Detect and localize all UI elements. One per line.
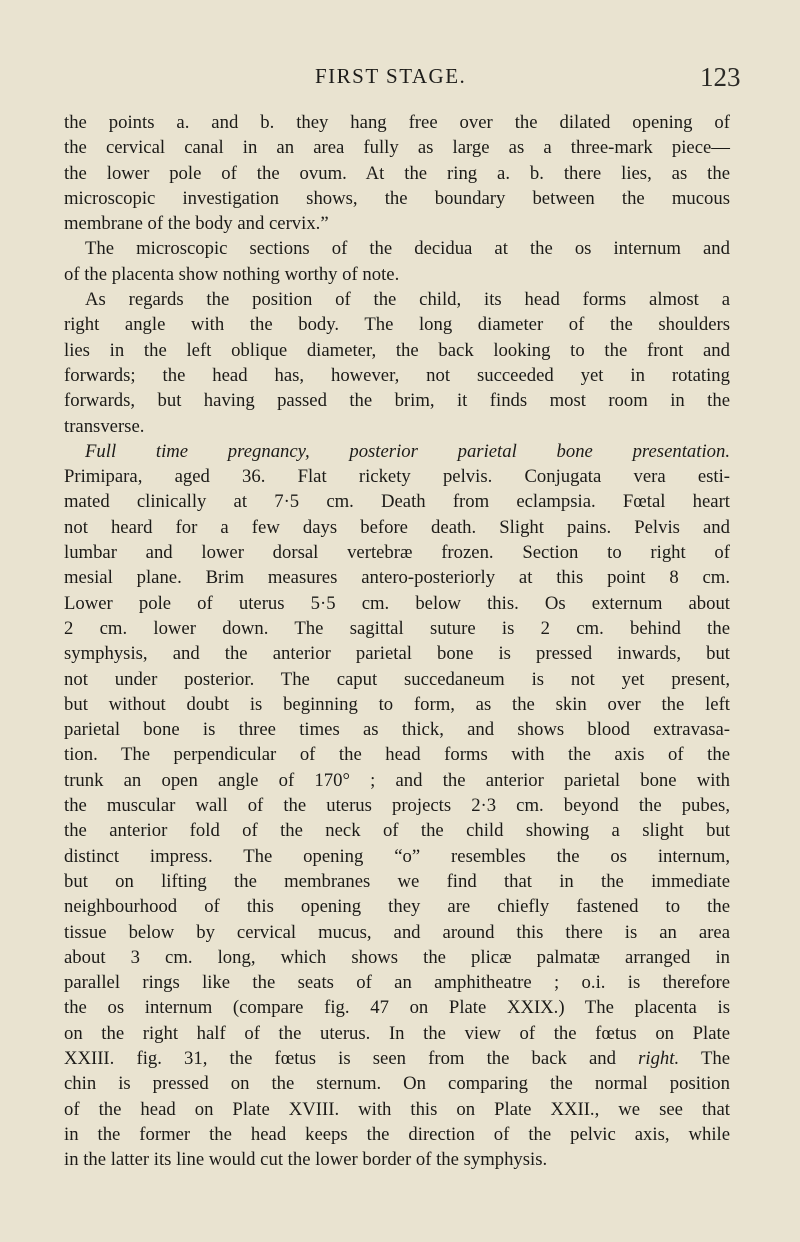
line-text: transverse. xyxy=(64,415,145,437)
text-line xyxy=(64,945,730,970)
line-text: the lower pole of the ovum. At the ring a. b. there lies, as the xyxy=(64,162,730,184)
text-line xyxy=(64,768,730,793)
line-text: tissue below by cervical mucus, and around this there is an area xyxy=(64,921,730,943)
text-line xyxy=(64,110,730,135)
line-text: of the placenta show nothing worthy of note. xyxy=(64,263,400,285)
line-text: neighbourhood of this opening they are chiefly fastened to the xyxy=(64,896,730,918)
text-line xyxy=(64,869,730,894)
line-text: right angle with the body. The long diameter of the shoulders xyxy=(64,314,730,336)
line-text: As regards the position of the child, its head forms almost a xyxy=(85,289,730,311)
text-line xyxy=(64,1122,730,1147)
line-text: not under posterior. The caput succedaneum is not yet present, xyxy=(64,668,730,690)
line-text: but without doubt is beginning to form, as the skin over the left xyxy=(64,693,730,715)
text-line xyxy=(64,616,730,641)
line-text: the os internum (compare fig. 47 on Plate XXIX.) The placenta is xyxy=(64,997,730,1019)
line-text: tion. The perpendicular of the head forms with the axis of the xyxy=(64,744,730,766)
line-text: forwards, but having passed the brim, it finds most room in the xyxy=(64,390,730,412)
text-line xyxy=(64,667,730,692)
line-text: chin is pressed on the sternum. On comparing the normal position xyxy=(64,1073,730,1095)
text-line xyxy=(64,363,730,388)
line-text: about 3 cm. long, which shows the plicæ palmatæ arranged in xyxy=(64,946,730,968)
line-text: mated clinically at 7·5 cm. Death from eclampsia. Fœtal heart xyxy=(64,491,730,513)
page-number: 123 xyxy=(700,62,741,92)
line-text-tail: The xyxy=(679,1047,730,1069)
line-text: in the former the head keeps the direction of the pelvic axis, while xyxy=(64,1123,730,1145)
text-line xyxy=(64,894,730,919)
text-line xyxy=(64,287,730,312)
line-text: the anterior fold of the neck of the child showing a slight but xyxy=(64,820,730,842)
line-text: distinct impress. The opening “o” resembles the os internum, xyxy=(64,845,730,867)
text-line xyxy=(64,439,730,464)
line-text: mesial plane. Brim measures antero-posteriorly at this point 8 cm. xyxy=(64,567,730,589)
line-text: on the right half of the uterus. In the view of the fœtus on Plate xyxy=(64,1022,730,1044)
text-line xyxy=(64,338,730,363)
body-text xyxy=(64,110,730,1172)
running-header xyxy=(0,62,800,98)
line-text: the muscular wall of the uterus projects 2·3 cm. beyond the pubes, xyxy=(64,795,730,817)
text-line xyxy=(64,1021,730,1046)
text-line xyxy=(64,262,730,287)
text-line xyxy=(64,591,730,616)
text-line xyxy=(64,186,730,211)
text-line xyxy=(64,540,730,565)
text-line xyxy=(64,236,730,261)
line-text: symphysis, and the anterior parietal bone is pressed inwards, but xyxy=(64,643,730,665)
text-line xyxy=(64,1147,730,1172)
text-line xyxy=(64,388,730,413)
line-text: trunk an open angle of 170° ; and the anterior parietal bone with xyxy=(64,769,730,791)
line-text: microscopic investigation shows, the boundary between the mucous xyxy=(64,187,730,209)
italic-word: right. xyxy=(638,1047,680,1069)
text-line xyxy=(64,692,730,717)
text-line xyxy=(64,161,730,186)
line-text: 2 cm. lower down. The sagittal suture is 2 cm. behind the xyxy=(64,617,730,639)
text-line xyxy=(64,818,730,843)
line-text: Lower pole of uterus 5·5 cm. below this. Os externum about xyxy=(64,592,730,614)
italic-heading: Full time pregnancy, posterior parietal bone presentation. xyxy=(85,440,730,462)
line-text: lies in the left oblique diameter, the back looking to the front and xyxy=(64,339,730,361)
line-text: Primipara, aged 36. Flat rickety pelvis. Conjugata vera esti- xyxy=(64,466,730,488)
line-text: the cervical canal in an area fully as large as a three-mark piece— xyxy=(64,137,730,159)
text-line xyxy=(64,1071,730,1096)
text-line xyxy=(64,1046,730,1071)
line-text: parietal bone is three times as thick, and shows blood extravasa- xyxy=(64,719,730,741)
line-text: but on lifting the membranes we find that in the immediate xyxy=(64,870,730,892)
line-text: parallel rings like the seats of an amphitheatre ; o.i. is therefore xyxy=(64,972,730,994)
text-line xyxy=(64,742,730,767)
text-line xyxy=(64,920,730,945)
line-text: forwards; the head has, however, not succeeded yet in rotating xyxy=(64,364,730,386)
text-line xyxy=(64,211,730,236)
text-line xyxy=(64,515,730,540)
line-text: the points a. and b. they hang free over the dilated opening of xyxy=(64,112,730,133)
text-line xyxy=(64,489,730,514)
line-text: XXIII. fig. 31, the fœtus is seen from the back and xyxy=(64,1047,639,1069)
text-line xyxy=(64,312,730,337)
running-title: FIRST STAGE. xyxy=(315,64,467,88)
line-text: lumbar and lower dorsal vertebræ frozen. Section to right of xyxy=(64,542,730,564)
text-line xyxy=(64,793,730,818)
text-line xyxy=(64,565,730,590)
line-text: of the head on Plate XVIII. with this on Plate XXII., we see that xyxy=(64,1098,730,1120)
text-line xyxy=(64,414,730,439)
text-line xyxy=(64,1097,730,1122)
line-text: in the latter its line would cut the lower border of the symphysis. xyxy=(64,1149,548,1171)
text-line xyxy=(64,844,730,869)
text-line xyxy=(64,641,730,666)
line-text: The microscopic sections of the decidua at the os internum and xyxy=(85,238,730,260)
text-line xyxy=(64,970,730,995)
line-text: not heard for a few days before death. Slight pains. Pelvis and xyxy=(64,516,730,538)
text-line xyxy=(64,717,730,742)
text-line xyxy=(64,135,730,160)
text-line xyxy=(64,995,730,1020)
line-text: membrane of the body and cervix.” xyxy=(64,213,329,235)
text-line xyxy=(64,464,730,489)
